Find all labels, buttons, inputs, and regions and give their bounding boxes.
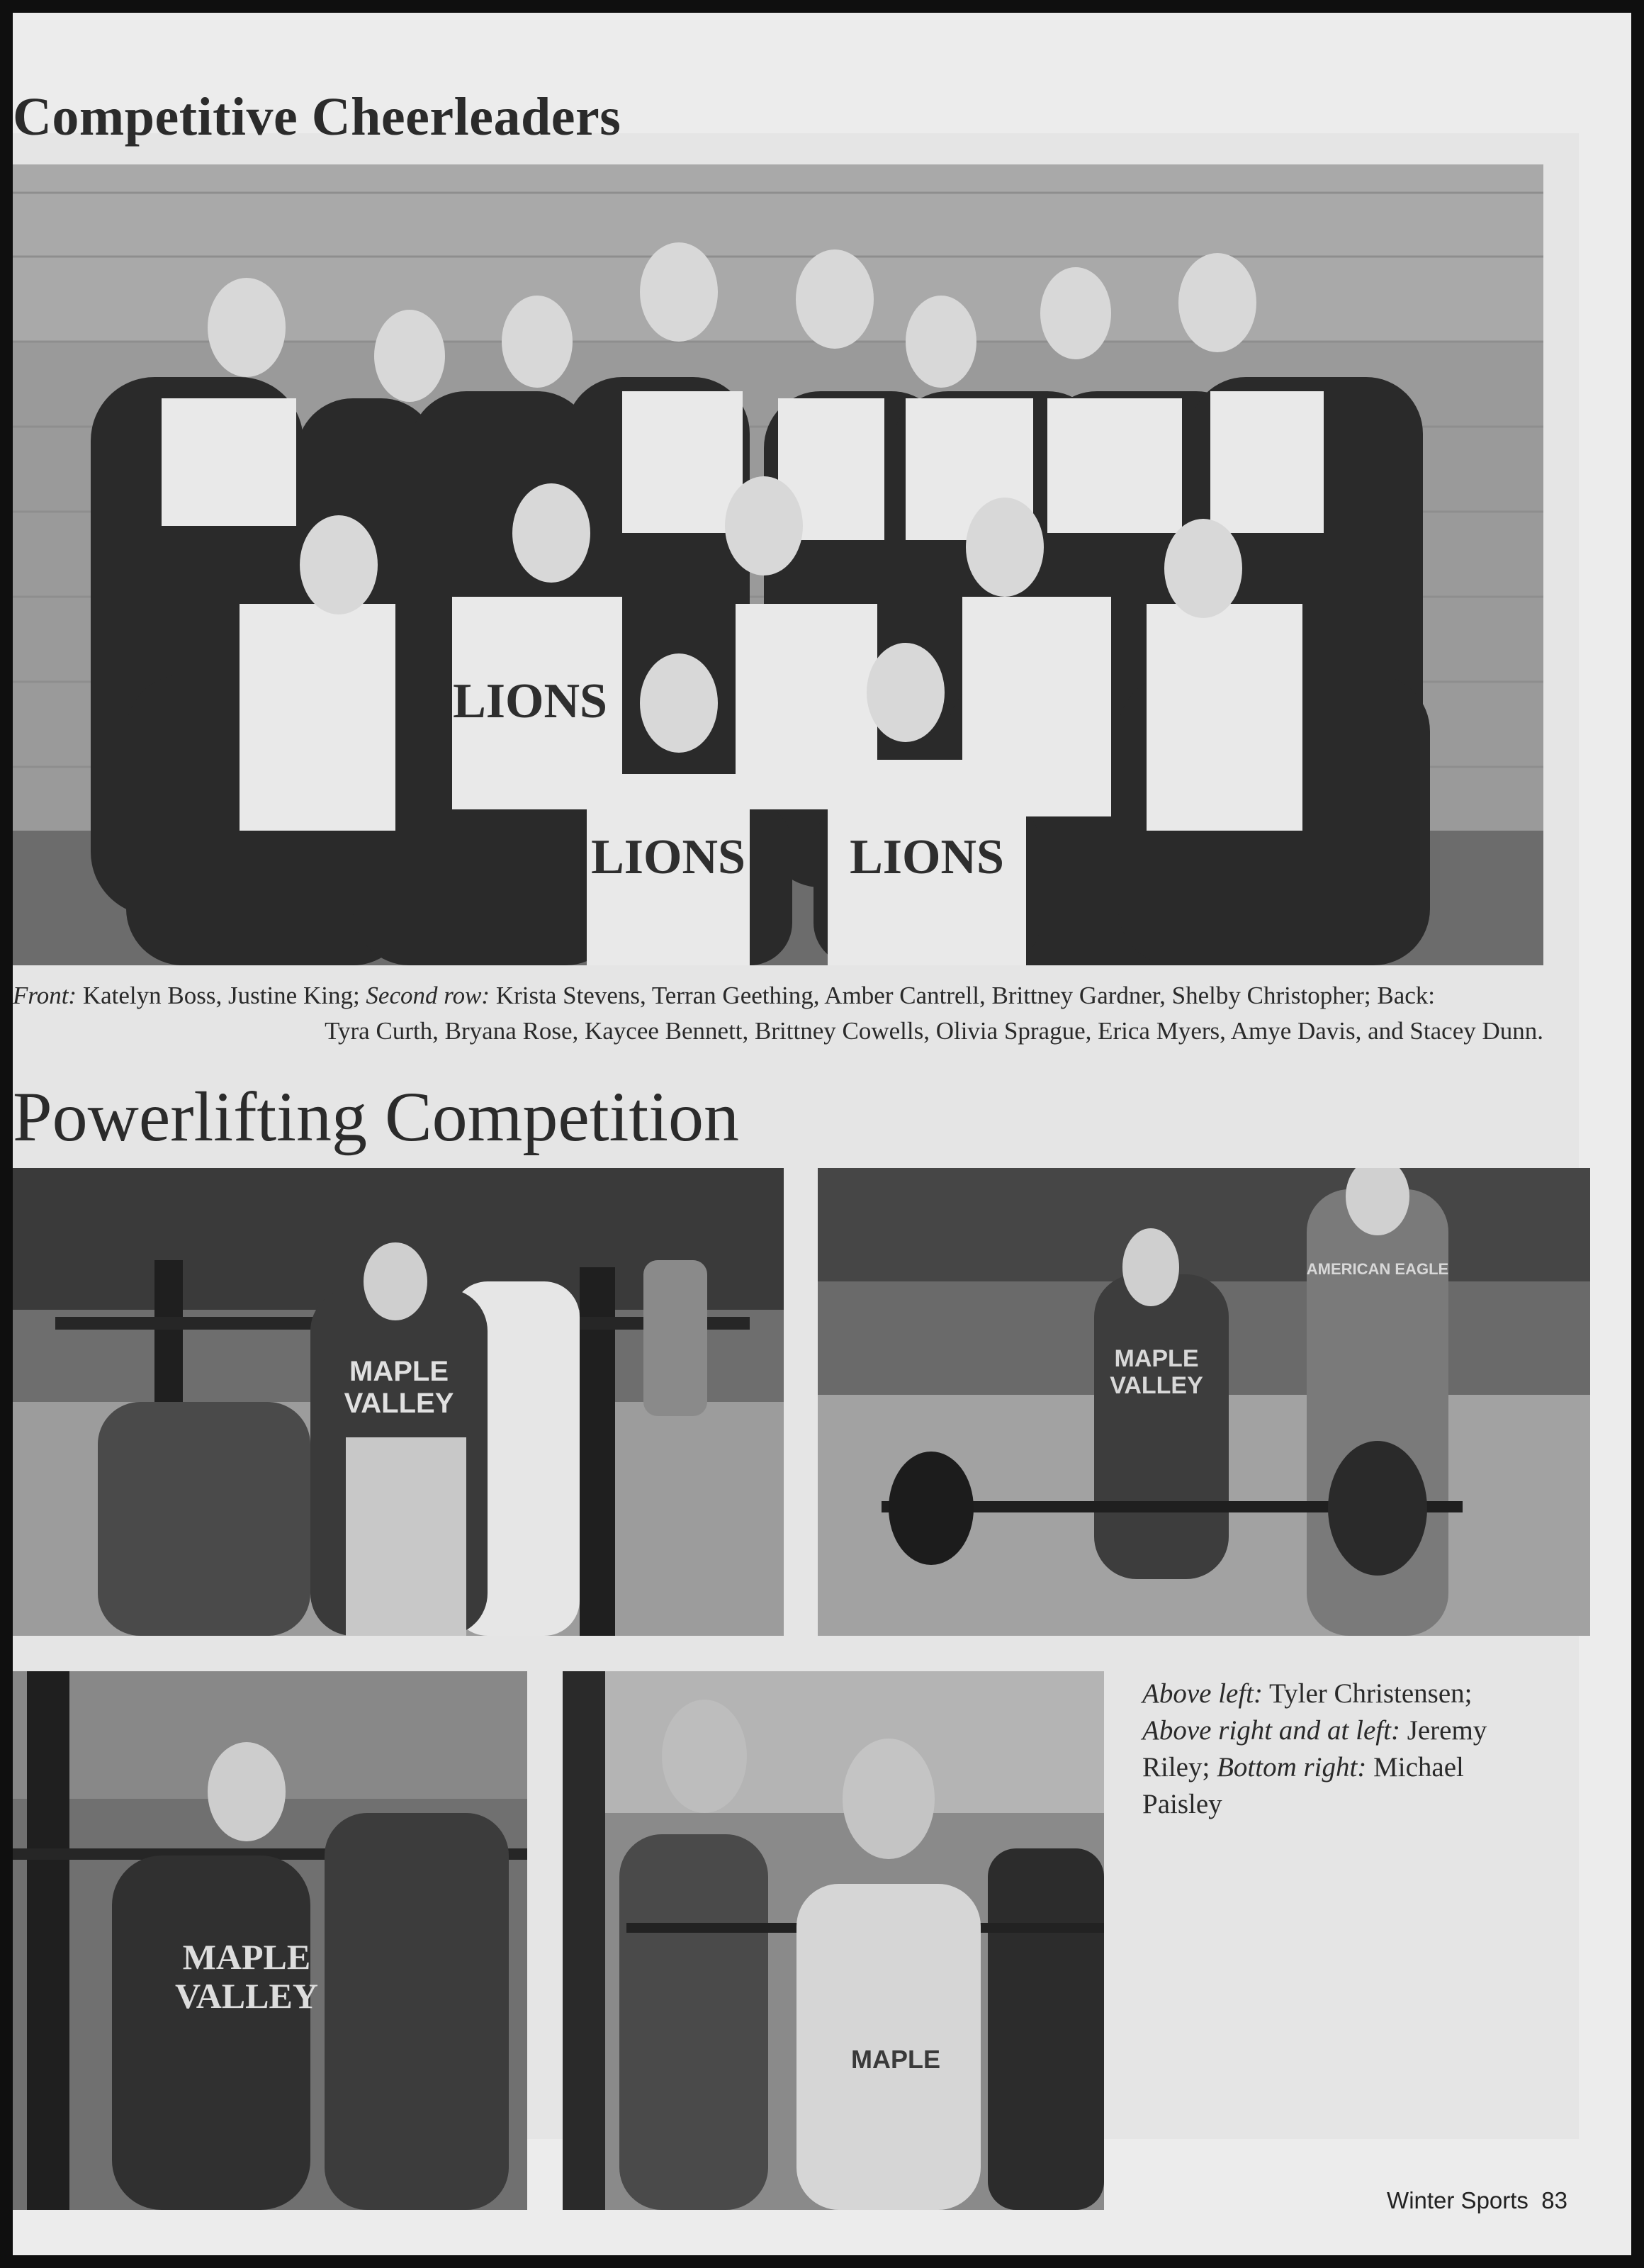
caption-bottom-right-name: Michael Paisley (1142, 1752, 1464, 1819)
jersey-lions-text: LIONS (591, 830, 745, 885)
powerlifting-photo-bottom-right (563, 1671, 1104, 2210)
caption-above-right-name: Jeremy Riley; (1142, 1715, 1487, 1783)
photo-bottom-right-art (563, 1671, 1104, 2210)
shirt-maple-text: MAPLE (851, 2045, 940, 2074)
caption-second-row-names: Krista Stevens, Terran Geething, Amber Cantrell, Brittney Gardner, Shelby Christopher; Back: (490, 982, 1436, 1009)
singlet-valley-text: VALLEY (1110, 1372, 1203, 1399)
jersey-lions-text: LIONS (850, 830, 1004, 885)
cheerleaders-group-photo (13, 164, 1543, 965)
powerlifting-photo-at-left (13, 1671, 527, 2210)
page-folio (1387, 2187, 1567, 2214)
photo-above-left-art (13, 1168, 784, 1636)
heading-powerlifting-competition: Powerlifting Competition (13, 1077, 739, 1156)
singlet-valley-text: VALLEY (175, 1976, 318, 2016)
singlet-maple-text: MAPLE (1114, 1345, 1199, 1372)
caption-label-second-row: Second row: (366, 982, 490, 1009)
hoodie-text: AMERICAN EAGLE (1306, 1260, 1449, 1278)
singlet-maple-text: MAPLE (182, 1937, 311, 1977)
caption-back-names: Tyra Curth, Bryana Rose, Kaycee Bennett, Brittney Cowells, Olivia Sprague, Erica Myers, Amye Davis, and Stacey Dunn. (325, 1017, 1543, 1045)
photo-above-right-art (818, 1168, 1590, 1636)
caption-label-above-right: Above right and at left: (1142, 1715, 1400, 1746)
folio-section: Winter Sports (1387, 2187, 1528, 2213)
powerlifting-photo-above-left (13, 1168, 784, 1636)
folio-page-number: 83 (1541, 2187, 1567, 2213)
caption-above-left-name: Tyler Christensen; (1263, 1678, 1473, 1709)
heading-competitive-cheerleaders: Competitive Cheerleaders (13, 87, 621, 147)
jersey-lions-text: LIONS (453, 674, 607, 729)
photo-at-left-art (13, 1671, 527, 2210)
caption-front-names: Katelyn Boss, Justine King; (77, 982, 366, 1009)
singlet-valley-text: VALLEY (344, 1388, 454, 1419)
singlet-maple-text: MAPLE (349, 1356, 449, 1387)
powerlifting-photo-above-right (818, 1168, 1590, 1636)
caption-label-above-left: Above left: (1142, 1678, 1263, 1709)
powerlifting-caption (1142, 1675, 1539, 1823)
yearbook-page (13, 13, 1631, 2255)
cheerleaders-caption (13, 978, 1543, 1049)
caption-label-bottom-right: Bottom right: (1217, 1752, 1367, 1783)
cheer-photo-art (13, 164, 1543, 965)
caption-label-front: Front: (13, 982, 77, 1009)
